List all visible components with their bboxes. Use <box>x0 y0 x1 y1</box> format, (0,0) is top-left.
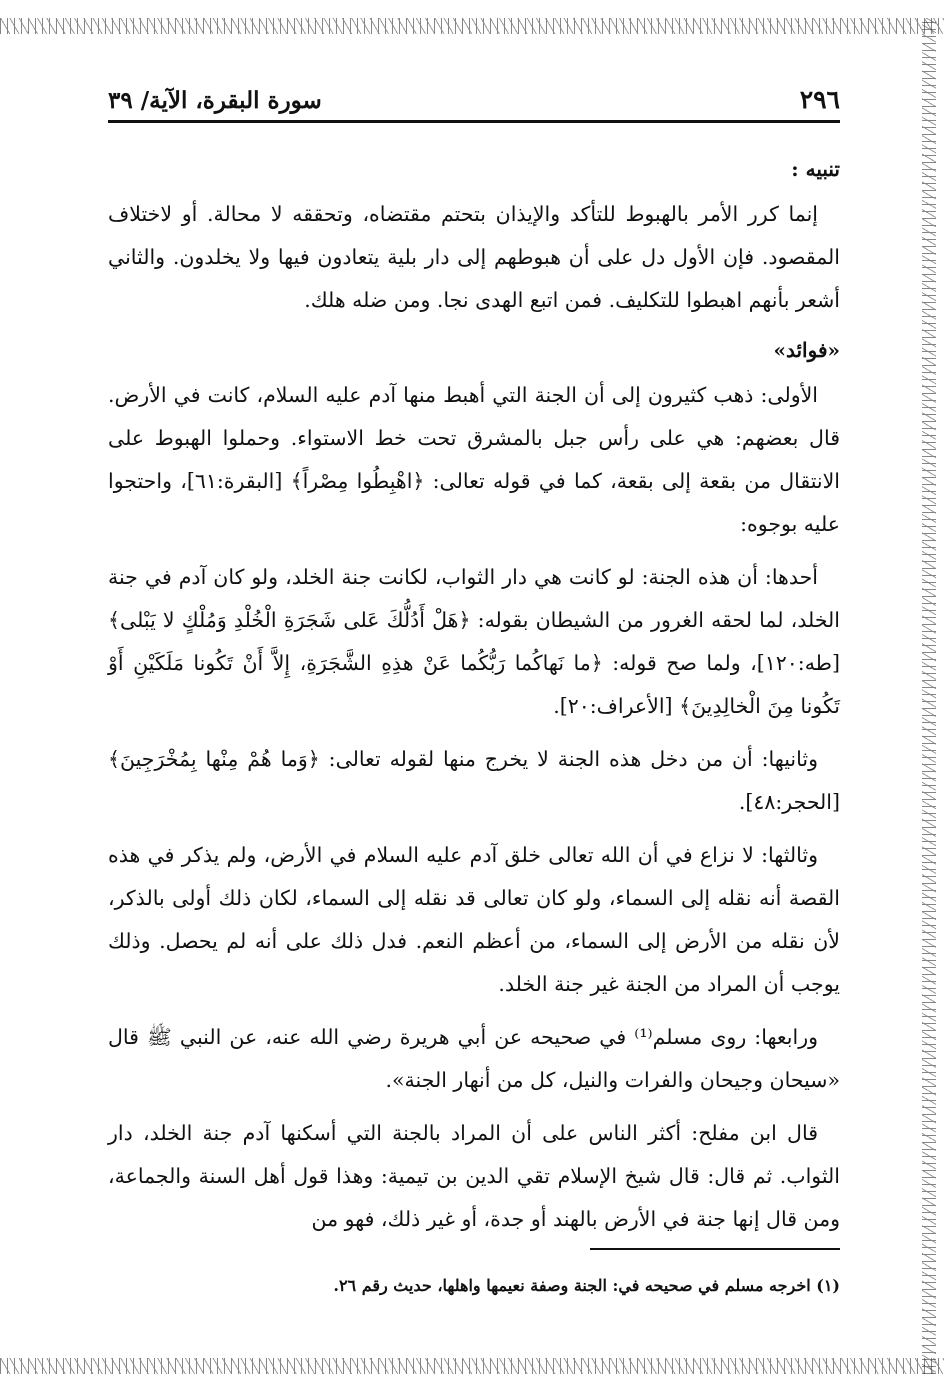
footnote: (١) اخرجه مسلم في صحيحه في: الجنة وصفة نعيمها واهلها، حديث رقم ٢٦. <box>333 1276 840 1295</box>
page-header <box>108 72 840 123</box>
paragraph: أحدها: أن هذه الجنة: لو كانت هي دار الثواب، لكانت جنة الخلد، ولو كان آدم في جنة الخلد، لما لحقه الغرور من الشيطان بقوله: ﴿هَلْ أَدُلُّكَ عَلى شَجَرَةِ الْخُلْدِ وَمُلْكٍ لا يَبْلى﴾ [طه:١٢٠]، ولما صح قوله: ﴿ما نَهاكُما رَبُّكُما عَنْ هذِهِ الشَّجَرَةِ، إِلاَّ أَنْ تَكُونا مَلَكَيْنِ أَوْ تَكُونا مِنَ الْخالِدِينَ﴾ [الأعراف:٢٠]. <box>108 565 840 718</box>
paragraph: ورابعها: روى مسلم⁽¹⁾ في صحيحه عن أبي هريرة رضي الله عنه، عن النبي ﷺ قال «سيحان وجيحان والفرات والنيل، كل من أنهار الجنة». <box>108 1025 840 1092</box>
running-title: سورة البقرة، الآية/ ٣٩ <box>108 87 322 114</box>
paragraph: قال ابن مفلح: أكثر الناس على أن المراد بالجنة التي أسكنها آدم جنة الخلد، دار الثواب. ثم قال: قال شيخ الإسلام تقي الدين بن تيمية: وهذا قول أهل السنة والجماعة، ومن قال إنها جنة في الأرض بالهند أو جدة، أو غير ذلك، فهو من <box>108 1121 840 1231</box>
paragraph: وثانيها: أن من دخل هذه الجنة لا يخرج منها لقوله تعالى: ﴿وَما هُمْ مِنْها بِمُخْرَجِينَ﴾ [الحجر:٤٨]. <box>108 747 840 814</box>
decorative-border-right <box>922 18 936 1374</box>
decorative-border-top <box>0 18 944 34</box>
paragraph: وثالثها: لا نزاع في أن الله تعالى خلق آدم عليه السلام في الأرض، ولم يذكر في هذه القصة أنه نقله إلى السماء، ولو كان تعالى قد نقله إلى السماء، لكان ذلك أولى بالذكر، لأن نقله من الأرض إلى السماء، من أعظم النعم. فدل ذلك على أنه لم يحصل. وذلك يوجب أن المراد من الجنة غير جنة الخلد. <box>108 843 840 996</box>
section-heading-fawaid: «فوائد» <box>773 338 840 362</box>
paragraph: إنما كرر الأمر بالهبوط للتأكد والإيذان بتحتم مقتضاه، وتحققه لا محالة. أو لاختلاف المقصود. فإن الأول دل على أن هبوطهم إلى دار بلية يتعادون فيها ولا يخلدون. والثاني أشعر بأنهم اهبطوا للتكليف. فمن اتبع الهدى نجا. ومن ضله هلك. <box>108 202 840 312</box>
page-body <box>108 72 840 1245</box>
paragraph: الأولى: ذهب كثيرون إلى أن الجنة التي أهبط منها آدم عليه السلام، كانت في الأرض. قال بعضهم: هي على رأس جبل بالمشرق تحت خط الاستواء. وحملوا الهبوط على الانتقال من بقعة إلى بقعة، كما في قوله تعالى: ﴿اهْبِطُوا مِصْراً﴾ [البقرة:٦١]، واحتجوا عليه بوجوه: <box>108 383 840 536</box>
decorative-border-bottom <box>0 1358 944 1374</box>
footnote-divider <box>590 1248 840 1250</box>
section-heading-tanbih: تنبيه : <box>791 157 840 181</box>
page-number: ٢٩٦ <box>799 85 840 114</box>
